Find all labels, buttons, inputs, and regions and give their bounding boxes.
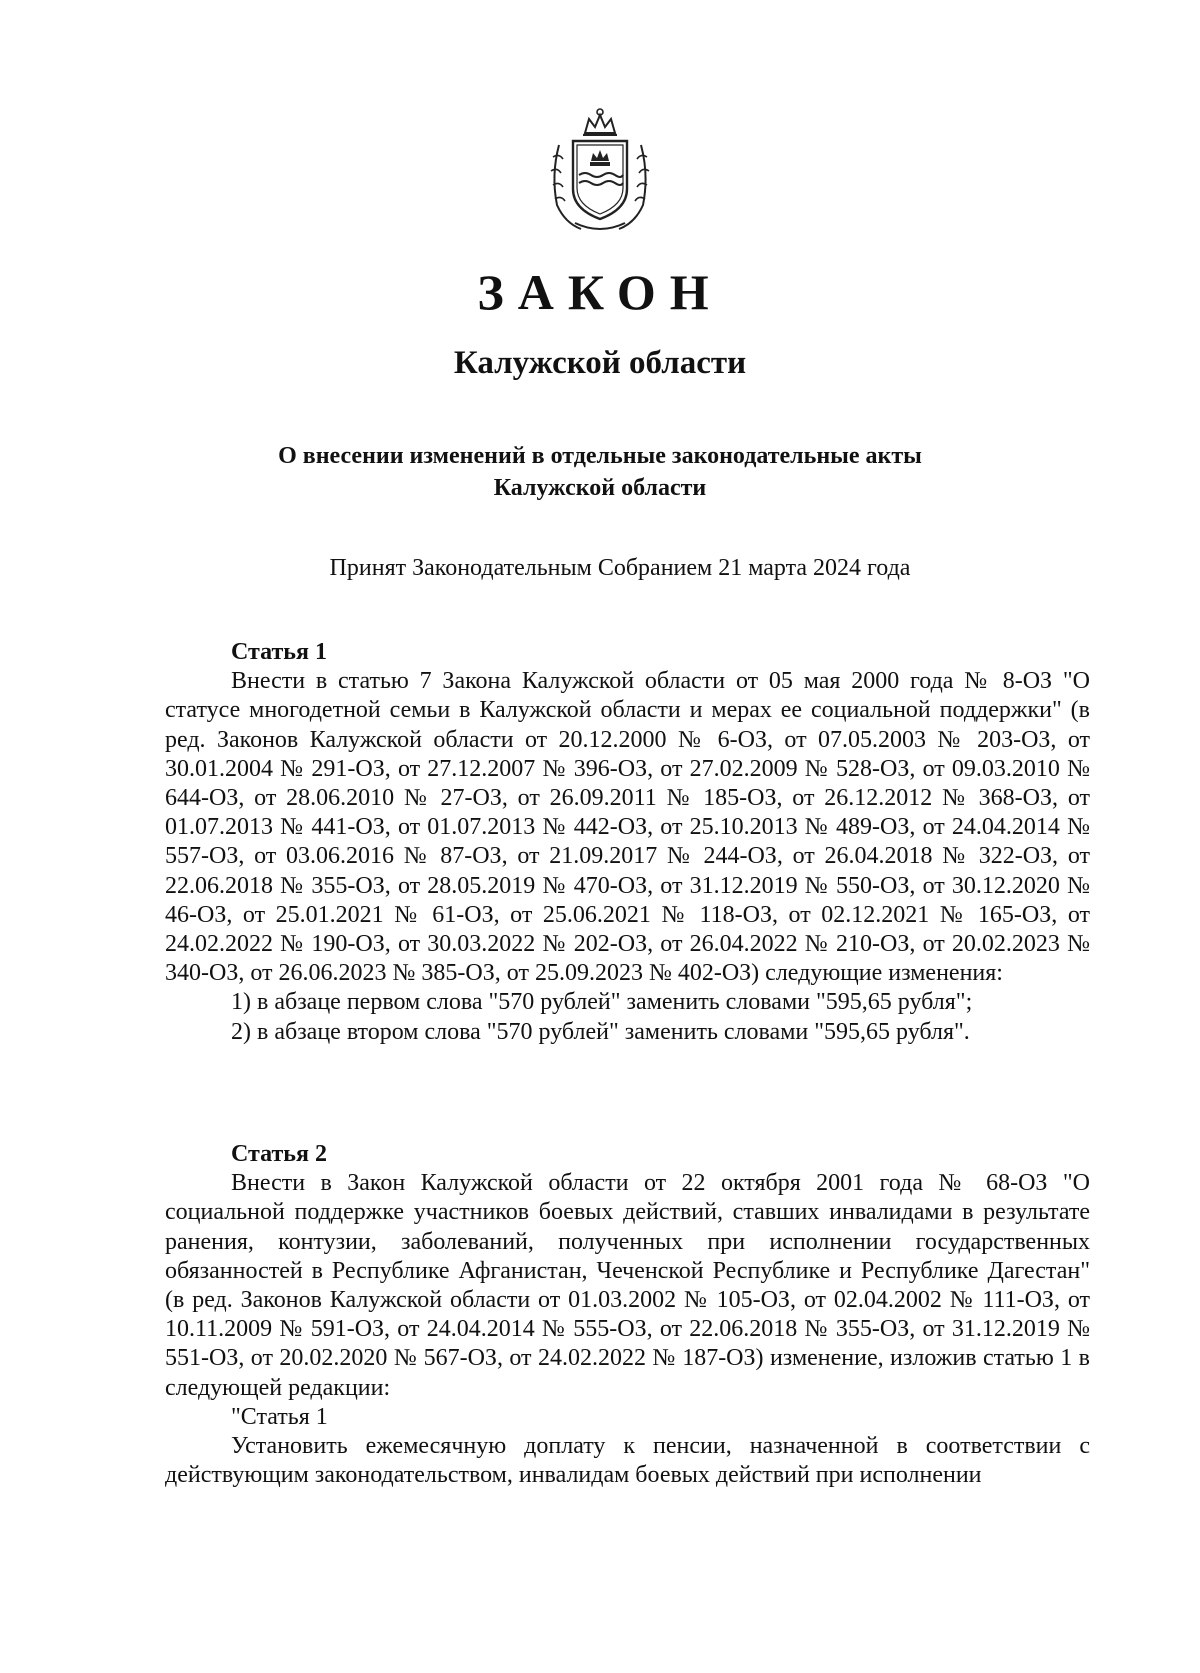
- quoted-article-paragraph: Установить ежемесячную доплату к пенсии, назначенной в соответствии с действующим законодательством, инвалидам боевых действий при исполнении: [165, 1433, 1090, 1489]
- law-subject-line-2: Калужской области: [493, 475, 707, 501]
- amendment-item: 2) в абзаце втором слова "570 рублей" заменить словами "595,65 рубля".: [231, 1018, 970, 1045]
- adoption-date: Принят Законодательным Собранием 21 марта 2024 года: [329, 555, 911, 581]
- article-paragraph: Внести в статью 7 Закона Калужской области от 05 мая 2000 года № 8-ОЗ "О статусе многодетной семьи в Калужской области и мерах ее социальной поддержки" (в ред. Законов Калужской области от 20.12.2000 № 6-ОЗ, от 07.05.2003 № 203-ОЗ, от 30.01.2004 № 291-ОЗ, от 27.12.2007 № 396-ОЗ, от 27.02.2009 № 528-ОЗ, от 09.03.2010 № 644-ОЗ, от 28.06.2010 № 27-ОЗ, от 26.09.2011 № 185-ОЗ, от 26.12.2012 № 368-ОЗ, от 01.07.2013 № 441-ОЗ, от 01.07.2013 № 442-ОЗ, от 25.10.2013 № 489-ОЗ, от 24.04.2014 № 557-ОЗ, от 03.06.2016 № 87-ОЗ, от 21.09.2017 № 244-ОЗ, от 26.04.2018 № 322-ОЗ, от 22.06.2018 № 355-ОЗ, от 28.05.2019 № 470-ОЗ, от 31.12.2019 № 550-ОЗ, от 30.12.2020 № 46-ОЗ, от 25.01.2021 № 61-ОЗ, от 25.06.2021 № 118-ОЗ, от 02.12.2021 № 165-ОЗ, от 24.02.2022 № 190-ОЗ, от 30.03.2022 № 202-ОЗ, от 26.04.2022 № 210-ОЗ, от 20.02.2023 № 340-ОЗ, от 26.06.2023 № 385-ОЗ, от 25.09.2023 № 402-ОЗ) следующие изменения:: [165, 668, 1090, 987]
- law-subject: [0, 440, 1200, 504]
- quoted-article-heading: "Статья 1: [231, 1403, 328, 1430]
- region-title: Калужской области: [453, 345, 747, 381]
- article-2: [165, 1140, 1090, 1490]
- article-paragraph: Внести в Закон Калужской области от 22 октября 2001 года № 68-ОЗ "О социальной поддержке участников боевых действий, ставших инвалидами в результате ранения, контузии, заболеваний, полученных при исполнении государственных обязанностей в Республике Афганистан, Чеченской Республике и Республике Дагестан" (в ред. Законов Калужской области от 01.03.2002 № 105-ОЗ, от 02.04.2002 № 111-ОЗ, от 10.11.2009 № 591-ОЗ, от 24.04.2014 № 555-ОЗ, от 22.06.2018 № 355-ОЗ, от 31.12.2019 № 551-ОЗ, от 20.02.2020 № 567-ОЗ, от 24.02.2022 № 187-ОЗ) изменение, изложив статью 1 в следующей редакции:: [165, 1170, 1090, 1401]
- law-title: ЗАКОН: [477, 264, 723, 320]
- law-subject-line-1: О внесении изменений в отдельные законодательные акты: [278, 443, 922, 469]
- amendment-item: 1) в абзаце первом слова "570 рублей" заменить словами "595,65 рубля";: [231, 989, 973, 1016]
- article-heading: Статья 1: [231, 639, 327, 665]
- article-heading: Статья 2: [231, 1141, 327, 1167]
- coat-of-arms-icon: [545, 105, 655, 235]
- article-1: [165, 638, 1090, 1047]
